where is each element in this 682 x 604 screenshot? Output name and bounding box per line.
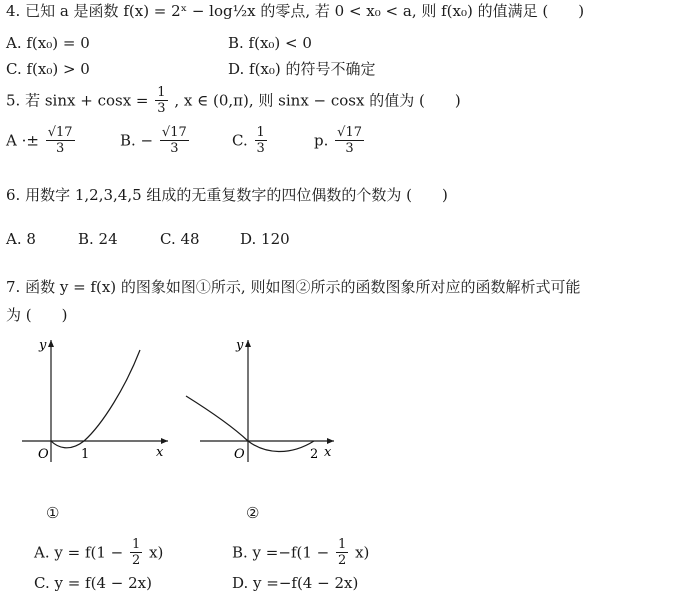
q6-option-b: B. 24	[78, 230, 118, 248]
option-fraction	[336, 538, 348, 569]
fraction-numerator: 1	[157, 85, 166, 100]
q7-option-c: C. y = f(4 − 2x)	[34, 574, 152, 592]
q4-stem: 4. 已知 a 是函数 f(x) = 2ˣ − log½x 的零点, 若 0 < x₀ < a, 则 f(x₀) 的值满足 ( )	[6, 2, 585, 20]
option-text: B. y =−f(1 −	[232, 543, 330, 562]
fraction-denominator: 2	[132, 553, 141, 569]
q7-stem-line1: 7. 函数 y = f(x) 的图象如图①所示, 则如图②所示的函数图象所对应的函数解析式可能	[6, 278, 581, 296]
q5-stem-suffix: , x ∈ (0,π), 则 sinx − cosx 的值为 ( )	[174, 91, 461, 110]
q5-option-d	[314, 126, 366, 157]
fraction-numerator: √17	[161, 125, 187, 140]
graph-2	[180, 336, 340, 466]
option-fraction	[130, 538, 142, 569]
q6-option-a: A. 8	[6, 230, 36, 248]
graph-2-caption: ②	[246, 504, 260, 522]
fraction-denominator: 3	[55, 141, 65, 157]
y-axis-arrow-icon	[48, 340, 54, 347]
graph-1	[18, 336, 178, 466]
q4-option-b: B. f(x₀) < 0	[228, 34, 312, 52]
y-axis-label: y	[236, 338, 244, 353]
fraction-denominator: 3	[157, 101, 166, 117]
option-fraction	[160, 126, 189, 157]
fraction-denominator: 3	[345, 141, 354, 157]
option-fraction	[46, 126, 75, 157]
option-text-end: x)	[149, 543, 164, 562]
fraction-numerator: 1	[256, 125, 265, 140]
q7-option-a	[34, 538, 163, 569]
tick-label: 2	[310, 447, 319, 462]
y-axis-label: y	[39, 338, 47, 353]
option-text: A. y = f(1 −	[34, 543, 124, 562]
q6-option-c: C. 48	[160, 230, 200, 248]
q5-stem-prefix: 5. 若 sinx + cosx =	[6, 91, 149, 110]
fraction-numerator: 1	[338, 537, 347, 552]
q7-option-b	[232, 538, 369, 569]
q6-stem: 6. 用数字 1,2,3,4,5 组成的无重复数字的四位偶数的个数为 ( )	[6, 186, 448, 204]
curve-1	[51, 350, 140, 448]
option-text-end: x)	[355, 543, 370, 562]
option-fraction	[335, 126, 364, 157]
q4-option-c: C. f(x₀) > 0	[6, 60, 90, 78]
q5-stem-fraction	[155, 86, 167, 117]
q6-option-d: D. 120	[240, 230, 290, 248]
option-fraction	[255, 126, 267, 157]
q5-option-a	[6, 126, 77, 157]
q5-option-c	[232, 126, 269, 157]
x-axis-label: x	[324, 445, 332, 460]
q7-stem-line2: 为 ( )	[6, 306, 68, 324]
fraction-denominator: 2	[338, 553, 347, 569]
x-axis-arrow-icon	[161, 438, 168, 444]
x-axis-label: x	[156, 445, 164, 460]
option-label: A ·±	[6, 131, 39, 150]
q7-option-d: D. y =−f(4 − 2x)	[232, 574, 359, 592]
fraction-denominator: 3	[256, 141, 265, 157]
q4-option-a: A. f(x₀) = 0	[6, 34, 90, 52]
origin-label: O	[38, 447, 49, 462]
origin-label: O	[234, 447, 245, 462]
fraction-denominator: 3	[170, 141, 179, 157]
q4-option-d: D. f(x₀) 的符号不确定	[228, 60, 376, 78]
option-label: p.	[314, 131, 329, 150]
option-label: C.	[232, 131, 248, 150]
fraction-numerator: 1	[132, 537, 141, 552]
x-axis-arrow-icon	[327, 438, 334, 444]
tick-label: 1	[81, 447, 90, 462]
option-label: B. −	[120, 131, 154, 150]
q5-option-b	[120, 126, 191, 157]
fraction-numerator: √17	[337, 125, 362, 140]
graph-1-caption: ①	[46, 504, 60, 522]
curve-2	[186, 396, 314, 452]
q5-stem	[6, 86, 461, 117]
y-axis-arrow-icon	[245, 340, 251, 347]
fraction-numerator: √17	[47, 125, 73, 140]
